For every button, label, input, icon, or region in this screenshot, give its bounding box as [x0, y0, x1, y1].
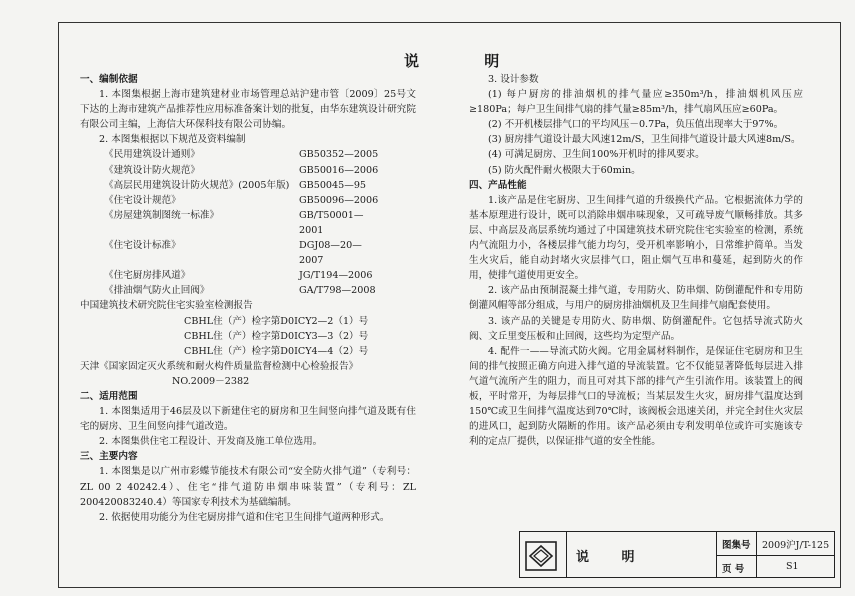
report-line: CBHL住（产）检字第D0ICY2—2（1）号 — [184, 315, 369, 327]
standard-code: GA/T798—2008 — [299, 285, 376, 297]
standard-name: 《住宅设计标准》 — [104, 240, 181, 252]
paragraph: 3. 设计参数 — [488, 74, 539, 85]
divider — [566, 532, 567, 577]
standard-code: GB/T50001—2001 — [299, 209, 364, 236]
standard-row — [80, 193, 380, 208]
tianjin-report: 天津《国家固定灭火系统和耐火构件质量监督检测中心检验报告》 — [80, 360, 359, 372]
section-heading: 一、编制依据 — [80, 74, 138, 85]
page-title: 说 明 — [404, 52, 530, 70]
report-line: CBHL住（产）检字第D0ICY4—4（2）号 — [184, 345, 369, 357]
tianjin-report-number: NO.2009－2382 — [172, 375, 250, 387]
atlas-number-label: 图集号 — [722, 540, 751, 551]
standard-name: 《民用建筑设计通则》 — [104, 149, 200, 161]
page-number: S1 — [786, 561, 799, 572]
atlas-number: 2009沪J/T-125 — [762, 540, 830, 551]
paragraph: 1.该产品是住宅厨房、卫生间排气道的升级换代产品。它根据流体力学的基本原理进行设计，既可以消除串烟串味现象，又可疏导废气顺畅排放。其多层、中高层及高层系统均通过了中国建筑技术研究院住宅实验室的检测，系统内气流阻力小，各楼层排气能力均匀，受开机率影响小，日常维护简单。当发生火灾后，能自动封堵火灾层排气口，阻止烟气互串和蔓延，起到防火的作用，使排气道使用更安全。 — [469, 194, 803, 282]
paragraph: 2. 本图集根据以下规范及资料编制 — [99, 134, 246, 146]
title-block — [519, 531, 835, 578]
paragraph: 1. 本图集是以广州市彩蝶节能技术有限公司“安全防火排气道”（专利号：ZL 00 2 40242.4）、住宅“排气道防串烟串味装置”（专利号：ZL 200420083240.4）等国家专利技术为基础编制。 — [80, 466, 416, 508]
standard-row — [80, 178, 380, 193]
standard-name: 《住宅设计规范》 — [104, 194, 181, 206]
standard-code: DGJ08—20—2007 — [299, 240, 362, 267]
paragraph: 3. 该产品的关键是专用防火、防串烟、防倒灌配件。它包括导流式防火阀、文丘里变压板和止回阀，这些均为定型产品。 — [469, 315, 803, 342]
standard-row — [80, 268, 380, 283]
standard-code: JG/T194—2006 — [299, 270, 373, 282]
standard-row — [80, 238, 380, 268]
standard-name: 《建筑设计防火规范》 — [104, 164, 200, 176]
paragraph: (3) 厨房排气道设计最大风速12m/S，卫生间排气道设计最大风速8m/S。 — [488, 134, 801, 146]
institute-logo-icon — [524, 540, 558, 572]
section-heading: 二、适用范围 — [80, 390, 138, 402]
standard-code: GB50016—2006 — [299, 164, 379, 176]
paragraph: 4. 配件一——导流式防火阀。它用金属材料制作，是保证住宅厨房和卫生间的排气按照正确方向进入排气道的导流装置。它不仅能显著降低每层进入排气道气流所产生的阻力，而且可对其下部的排气产生引流作用。该装置上的阀板，平时常开，为每层排气口的导流板；当某层发生火灾，厨房排气温度达到150℃或卫生间排气温度达到70℃时，该阀板会迅速关闭，并完全封住火灾层的进风口，起到防火隔断的作用。该产品必须由专利发明单位或许可实施该专利的定点厂提供，以保证排气道的安全性能。 — [469, 345, 803, 448]
paragraph: (1) 每户厨房的排油烟机的排气量应≥350m³/h，排油烟机风压应≥180Pa；每户卫生间排气扇的排气量≥85m³/h，排气扇风压应≥60Pa。 — [469, 89, 803, 116]
standard-name: 《排油烟气防火止回阀》 — [104, 285, 210, 297]
paragraph: 2. 依据使用功能分为住宅厨房排气道和住宅卫生间排气道两种形式。 — [99, 511, 390, 523]
page-number-label: 页 号 — [722, 564, 745, 575]
standard-row — [80, 283, 380, 298]
section-heading: 三、主要内容 — [80, 451, 138, 463]
standard-row — [80, 147, 380, 162]
paragraph: 1. 本图集根据上海市建筑建材业市场管理总站沪建市管〔2009〕25号文下达的上海市建筑产品推荐性应用标准备案计划的批复，由华东建筑设计研究院有限公司主编，上海信大环保科技有限公司协编。 — [80, 89, 416, 131]
standard-code: GB50096—2006 — [299, 194, 379, 206]
paragraph: (2) 不开机楼层排气口的平均风压－0.7Pa，负压值出现率大于97%。 — [488, 119, 784, 131]
standard-row — [80, 163, 380, 178]
lab-report-heading: 中国建筑技术研究院住宅实验室检测报告 — [80, 300, 253, 312]
standard-code: GB50352—2005 — [299, 149, 379, 161]
standard-name: 《房屋建筑制图统一标准》 — [104, 209, 220, 221]
title-block-name: 说 明 — [576, 550, 649, 565]
right-column — [469, 72, 803, 449]
left-column — [80, 72, 416, 525]
standard-code: GB50045—95 — [299, 179, 367, 191]
section-heading: 四、产品性能 — [469, 179, 527, 191]
paragraph: 1. 本图集适用于46层及以下新建住宅的厨房和卫生间竖向排气道及既有住宅的厨房、卫生间竖向排气道改造。 — [80, 406, 416, 433]
standard-name: 《高层民用建筑设计防火规范》(2005年版) — [104, 179, 290, 191]
standards-list — [80, 147, 416, 298]
report-line: CBHL住（产）检字第D0ICY3—3（2）号 — [184, 330, 369, 342]
paragraph: (4) 可满足厨房、卫生间100%开机时的排风要求。 — [488, 149, 705, 161]
paragraph: 2. 本图集供住宅工程设计、开发商及施工单位选用。 — [99, 436, 323, 448]
standard-name: 《住宅厨房排风道》 — [104, 270, 191, 282]
paragraph: 2. 该产品由预制混凝土排气道，专用防火、防串烟、防倒灌配件和专用防倒灌风帽等部分组成，与用户的厨房排油烟机及卫生间排气扇配套使用。 — [469, 285, 803, 312]
divider — [716, 555, 834, 556]
standard-row — [80, 208, 380, 238]
paragraph: (5) 防火配件耐火极限大于60min。 — [488, 164, 641, 176]
